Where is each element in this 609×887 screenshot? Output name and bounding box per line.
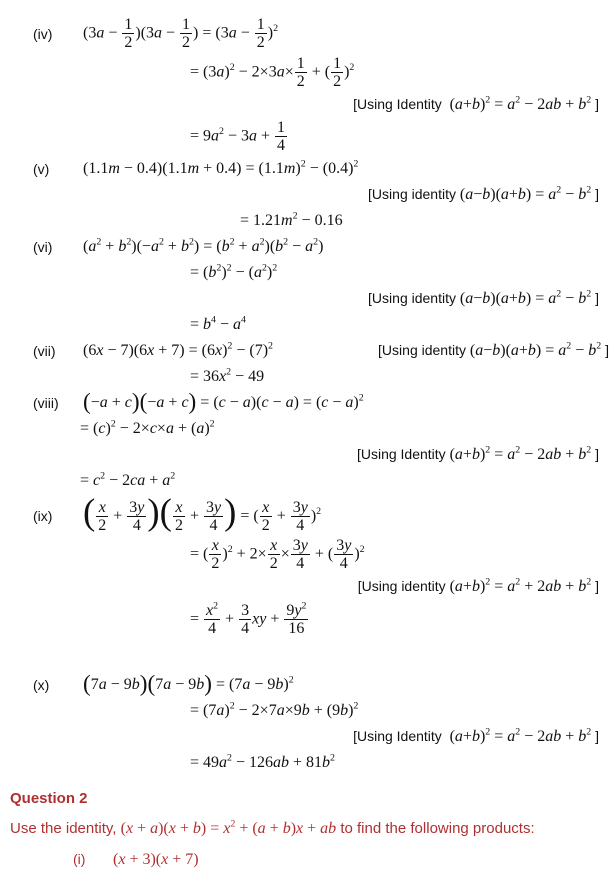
question2-section [0, 790, 609, 869]
item-label-v-1: (v) [33, 161, 50, 178]
item-label-viii-1: (viii) [33, 395, 59, 412]
equation-line-vi-2 [0, 262, 609, 285]
identity-note: [Using identity $(a+b)^2 = a^2 + 2ab + b^2$ ] [357, 576, 599, 596]
math-expression: (3a − $\frac{1}{2}$ )(3a − $\frac{1}{2}$ ) = (3a − $\frac{1}{2}$ )$^2$ [83, 16, 279, 52]
equation-line-x-2 [0, 699, 609, 722]
identity-note: [Using identity $(a-b)(a+b) = a^2 - b^2$ ] [378, 340, 609, 360]
item-label-vii-1: (vii) [33, 343, 56, 360]
item-label-iv-1: (iv) [33, 25, 53, 42]
math-expression: = $(3a)^2 - 2\times 3a\times$ $\frac{1}{2}$ + ( $\frac{1}{2}$ )$^2$ [190, 54, 355, 90]
equation-line-x-note [0, 725, 609, 748]
math-expression: = $(7a)^2 - 2\times 7a\times 9b + (9b)^2$ [190, 700, 359, 719]
math-expression: = $(b^2)^2 - (a^2)^2$ [190, 262, 278, 282]
equation-line-viii-2 [0, 418, 609, 441]
math-expression: $(1.1m - 0.4)(1.1m + 0.4) = (1.1m)^2 - (0.4)^2$ [83, 158, 359, 178]
question2-identity-math: $(x + a)(x + b) = x^2 + (a + b)x$ + ab [120, 818, 337, 838]
equation-line-x-3 [0, 751, 609, 774]
math-expression: = $c^2 - 2ca + a^2$ [80, 470, 176, 490]
math-expression: $(a^2 + b^2)(-a^2 + b^2) = (b^2 + a^2)(b^2 - a^2)$ [83, 236, 324, 256]
math-expression: = $1.21m^2 - 0.16$ [240, 210, 343, 230]
identity-note: [Using Identity $(a+b)^2 = a^2 - 2ab + b^2$ ] [353, 726, 599, 745]
equation-line-ix-3 [0, 602, 609, 638]
math-expression: ( $\frac{x}{2}$ + $\frac{3y}{4}$ )( $\frac{x}{2}$ + $\frac{3y}{4}$ ) = ( $\frac{x}{2}$ + $\frac{3y}{4}$ )$^2$ [83, 490, 322, 534]
identity-note: [Using Identity $(a+b)^2 = a^2 - 2ab + b^2$ ] [353, 94, 599, 113]
solution-steps [0, 16, 609, 774]
equation-line-ix-note [0, 576, 609, 599]
math-expression: = ( $\frac{x}{2}$ )$^2$ + 2× $\frac{x}{2}$ × $\frac{3y}{4}$ + ( $\frac{3y}{4}$ )$^2$ [190, 537, 365, 573]
math-expression: = $(c)^2 - 2\times c\times a + (a)^2$ [80, 418, 215, 438]
equation-line-vi-1 [0, 236, 609, 259]
equation-line-iv-2 [0, 55, 609, 91]
equation-line-iv-3 [0, 119, 609, 155]
item-label-x-1: (x) [33, 676, 50, 693]
equation-line-viii-note [0, 444, 609, 467]
equation-line-viii-1 [0, 389, 609, 416]
math-expression: = $b^4 - a^4$ [190, 314, 246, 334]
equation-line-v-2 [0, 210, 609, 233]
math-expression: = $36x^2 - 49$ [190, 366, 265, 386]
question2-intro [10, 820, 609, 838]
question2-heading: Question 2 [10, 790, 88, 808]
equation-line-iv-1 [0, 16, 609, 52]
equation-line-ix-2 [0, 537, 609, 573]
equation-line-vii-1 [0, 340, 609, 363]
item-label-vi-1: (vi) [33, 239, 53, 256]
math-expression: = $49a^2 - 126ab + 81b^2$ [190, 752, 335, 771]
math-expression: $(-a + c)(-a + c) = (c - a)(c - a) = (c - a)^2$ [83, 389, 364, 416]
math-expression: = $\frac{x^2}{4}$ + $\frac{3}{4}$ xy + $\frac{9y^2}{16}$ [190, 600, 307, 637]
equation-line-v-1 [0, 158, 609, 181]
question2-intro-prefix: Use the identity, [10, 820, 121, 838]
equation-line-vi-3 [0, 314, 609, 337]
identity-note: [Using identity $(a-b)(a+b) = a^2 - b^2$ ] [368, 288, 599, 308]
math-expression: $(6x - 7)(6x + 7) = (6x)^2 - (7)^2$ [83, 340, 273, 360]
item-label-ix-1: (ix) [33, 508, 53, 525]
equation-line-v-note [0, 184, 609, 207]
equation-line-iv-note [0, 93, 609, 116]
equation-line-ix-1 [0, 490, 609, 535]
equation-line-vii-2 [0, 366, 609, 389]
identity-note: [Using identity $(a-b)(a+b) = a^2 - b^2$ ] [368, 184, 599, 204]
equation-line-viii-3 [0, 470, 609, 493]
math-expression: $(7a - 9b)(7a - 9b) = (7a - 9b)^2$ [83, 671, 294, 697]
question2-intro-suffix: to find the following products: [336, 820, 535, 838]
question2-item-i-label: (i) [73, 851, 86, 868]
equation-line-x-1 [0, 673, 609, 696]
equation-line-vi-note [0, 288, 609, 311]
identity-note: [Using Identity $(a+b)^2 = a^2 - 2ab + b^2$ ] [356, 444, 599, 464]
question2-item-i-math: (x + 3)(x + 7) [113, 851, 199, 869]
question2-item-i [10, 851, 609, 869]
math-expression: = $9a^2 - 3a$ + $\frac{1}{4}$ [190, 119, 286, 155]
